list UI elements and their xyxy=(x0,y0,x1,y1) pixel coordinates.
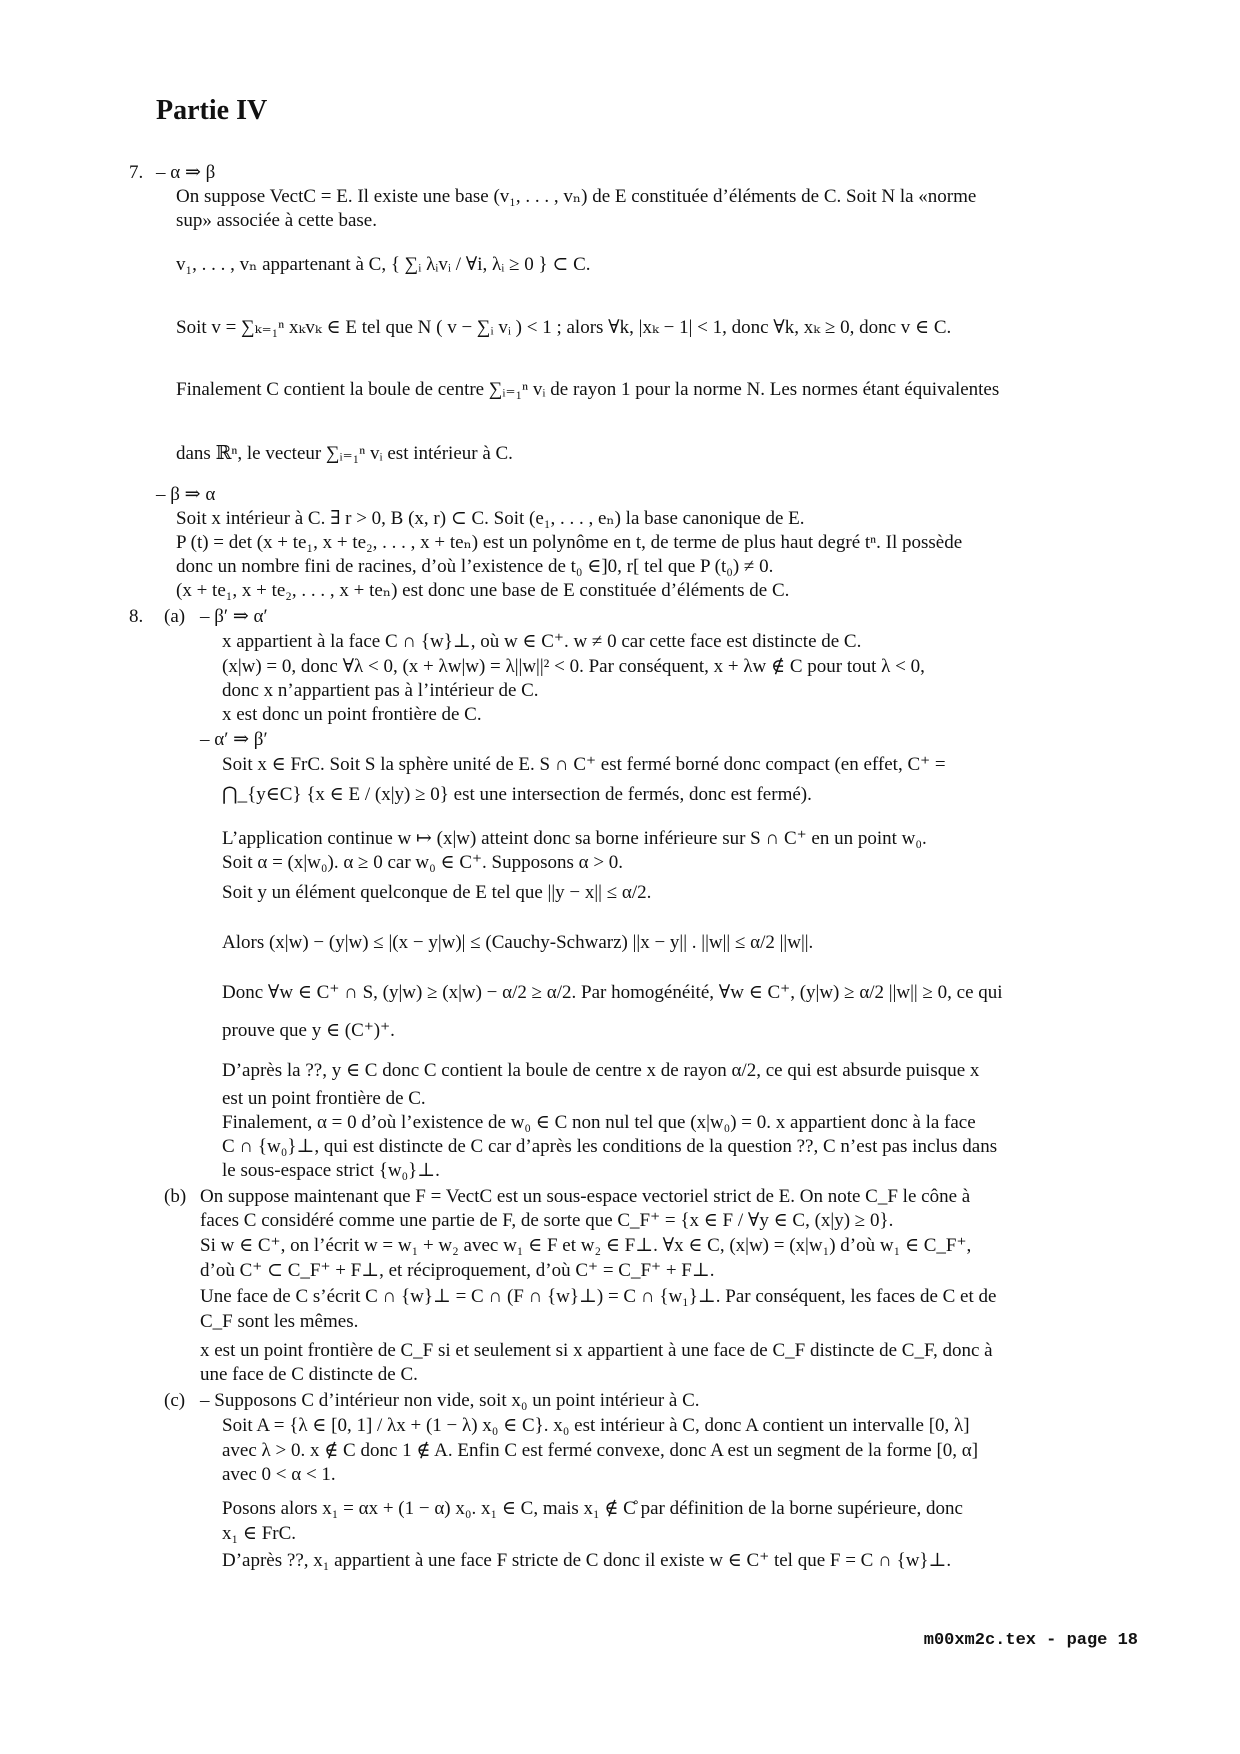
q8-b-line: Si w ∈ C⁺, on l’écrit w = w₁ + w₂ avec w₁ ∈ F et w₂ ∈ F⊥. ∀x ∈ C, (x|w) = (x|w₁) d’où w₁ ∈ C_F⁺, xyxy=(200,1235,972,1256)
question-8-number: 8. xyxy=(129,606,144,627)
q8-b-label: (b) xyxy=(164,1186,187,1207)
q8-a1-line: x appartient à la face C ∩ {w}⊥, où w ∈ C⁺. w ≠ 0 car cette face est distincte de C. xyxy=(222,631,862,652)
q8-a2-line: Alors (x|w) − (y|w) ≤ |(x − y|w)| ≤ (Cauchy-Schwarz) ||x − y|| . ||w|| ≤ α/2 ||w||. xyxy=(222,932,814,953)
q8-b-line: x est un point frontière de C_F si et seulement si x appartient à une face de C_F distincte de C_F, donc à xyxy=(200,1340,993,1361)
q8-b-line: une face de C distincte de C. xyxy=(200,1364,418,1385)
q8-a1-heading: – β′ ⇒ α′ xyxy=(200,606,268,627)
q8-a2-line: Soit x ∈ FrC. Soit S la sphère unité de E. S ∩ C⁺ est fermé borné donc compact (en effet, C⁺ = xyxy=(222,754,946,775)
q8-a2-line: le sous-espace strict {w₀}⊥. xyxy=(222,1160,440,1181)
q7-p1-line: dans ℝⁿ, le vecteur ∑ᵢ₌₁ⁿ vᵢ est intérieur à C. xyxy=(176,443,513,464)
q8-a2-line: prouve que y ∈ (C⁺)⁺. xyxy=(222,1020,395,1041)
q7-p1-line: sup» associée à cette base. xyxy=(176,210,377,231)
q8-a2-line: Finalement, α = 0 d’où l’existence de w₀ ∈ C non nul tel que (x|w₀) = 0. x appartient donc à la face xyxy=(222,1112,976,1133)
q7-p2-line: donc un nombre fini de racines, d’où l’existence de t₀ ∈]0, r[ tel que P (t₀) ≠ 0. xyxy=(176,556,774,577)
q8-a2-heading: – α′ ⇒ β′ xyxy=(200,729,268,750)
q8-c-line: avec 0 < α < 1. xyxy=(222,1464,336,1485)
q8-c-line: x₁ ∈ FrC. xyxy=(222,1523,297,1544)
q8-a1-line: (x|w) = 0, donc ∀λ < 0, (x + λw|w) = λ||w||² < 0. Par conséquent, x + λw ∉ C pour tout λ < 0, xyxy=(222,656,925,677)
q8-a2-line: D’après la ??, y ∈ C donc C contient la boule de centre x de rayon α/2, ce qui est absurde puisque x xyxy=(222,1060,980,1081)
q8-c-line: – Supposons C d’intérieur non vide, soit x₀ un point intérieur à C. xyxy=(200,1390,700,1411)
q8-c-label: (c) xyxy=(164,1390,186,1411)
q8-a2-line: ⋂_{y∈C} {x ∈ E / (x|y) ≥ 0} est une intersection de fermés, donc est fermé). xyxy=(222,784,812,805)
q8-b-line: d’où C⁺ ⊂ C_F⁺ + F⊥, et réciproquement, d’où C⁺ = C_F⁺ + F⊥. xyxy=(200,1260,715,1281)
q8-b-line: C_F sont les mêmes. xyxy=(200,1311,359,1332)
q8-b-line: Une face de C s’écrit C ∩ {w}⊥ = C ∩ (F ∩ {w}⊥) = C ∩ {w₁}⊥. Par conséquent, les faces de C et de xyxy=(200,1286,997,1307)
question-7-number: 7. xyxy=(129,162,144,183)
q8-a2-line: Soit y un élément quelconque de E tel que ||y − x|| ≤ α/2. xyxy=(222,882,652,903)
q7-p1-line: On suppose VectC = E. Il existe une base (v₁, . . . , vₙ) de E constituée d’éléments de C. Soit N la «norme xyxy=(176,186,977,207)
q7-p1-line: v₁, . . . , vₙ appartenant à C, { ∑ᵢ λᵢvᵢ / ∀i, λᵢ ≥ 0 } ⊂ C. xyxy=(176,254,591,275)
q7-p1-line: Soit v = ∑ₖ₌₁ⁿ xₖvₖ ∈ E tel que N ( v − ∑ᵢ vᵢ ) < 1 ; alors ∀k, |xₖ − 1| < 1, donc ∀k, xₖ ≥ 0, donc v ∈ C. xyxy=(176,317,952,338)
q8-c-line: Posons alors x₁ = αx + (1 − α) x₀. x₁ ∈ C, mais x₁ ∉ C̊ par définition de la borne supérieure, donc xyxy=(222,1498,963,1519)
page-title: Partie IV xyxy=(156,95,268,126)
q8-a1-line: x est donc un point frontière de C. xyxy=(222,704,482,725)
q7-part2-heading: – β ⇒ α xyxy=(156,484,216,505)
q8-a2-line: L’application continue w ↦ (x|w) atteint donc sa borne inférieure sur S ∩ C⁺ en un point w₀. xyxy=(222,828,927,849)
q7-p1-line: Finalement C contient la boule de centre ∑ᵢ₌₁ⁿ vᵢ de rayon 1 pour la norme N. Les normes étant équivalentes xyxy=(176,379,1000,400)
q7-p2-line: Soit x intérieur à C. ∃ r > 0, B (x, r) ⊂ C. Soit (e₁, . . . , eₙ) la base canonique de E. xyxy=(176,508,805,529)
q7-p2-line: P (t) = det (x + te₁, x + te₂, . . . , x + teₙ) est un polynôme en t, de terme de plus haut degré tⁿ. Il possède xyxy=(176,532,963,553)
q8-a1-line: donc x n’appartient pas à l’intérieur de C. xyxy=(222,680,539,701)
q8-a2-line: Donc ∀w ∈ C⁺ ∩ S, (y|w) ≥ (x|w) − α/2 ≥ α/2. Par homogénéité, ∀w ∈ C⁺, (y|w) ≥ α/2 ||w|| ≥ 0, ce qui xyxy=(222,982,1003,1003)
q8-a2-line: Soit α = (x|w₀). α ≥ 0 car w₀ ∈ C⁺. Supposons α > 0. xyxy=(222,852,624,873)
q8-c-line: Soit A = {λ ∈ [0, 1] / λx + (1 − λ) x₀ ∈ C}. x₀ est intérieur à C, donc A contient un intervalle [0, λ] xyxy=(222,1415,970,1436)
q8-c-line: D’après ??, x₁ appartient à une face F stricte de C donc il existe w ∈ C⁺ tel que F = C ∩ {w}⊥. xyxy=(222,1550,952,1571)
q8-b-line: On suppose maintenant que F = VectC est un sous-espace vectoriel strict de E. On note C_F le cône à xyxy=(200,1186,971,1207)
q7-p2-line: (x + te₁, x + te₂, . . . , x + teₙ) est donc une base de E constituée d’éléments de C. xyxy=(176,580,790,601)
q8-c-line: avec λ > 0. x ∉ C donc 1 ∉ A. Enfin C est fermé convexe, donc A est un segment de la forme [0, α] xyxy=(222,1440,979,1461)
q7-part1-heading: – α ⇒ β xyxy=(156,162,216,183)
q8-a-label: (a) xyxy=(164,606,186,627)
page-footer: m00xm2c.tex - page 18 xyxy=(923,1631,1138,1650)
q8-a2-line: est un point frontière de C. xyxy=(222,1088,426,1109)
q8-b-line: faces C considéré comme une partie de F, de sorte que C_F⁺ = {x ∈ F / ∀y ∈ C, (x|y) ≥ 0}. xyxy=(200,1210,894,1231)
q8-a2-line: C ∩ {w₀}⊥, qui est distincte de C car d’après les conditions de la question ??, C n’est pas inclus dans xyxy=(222,1136,998,1157)
